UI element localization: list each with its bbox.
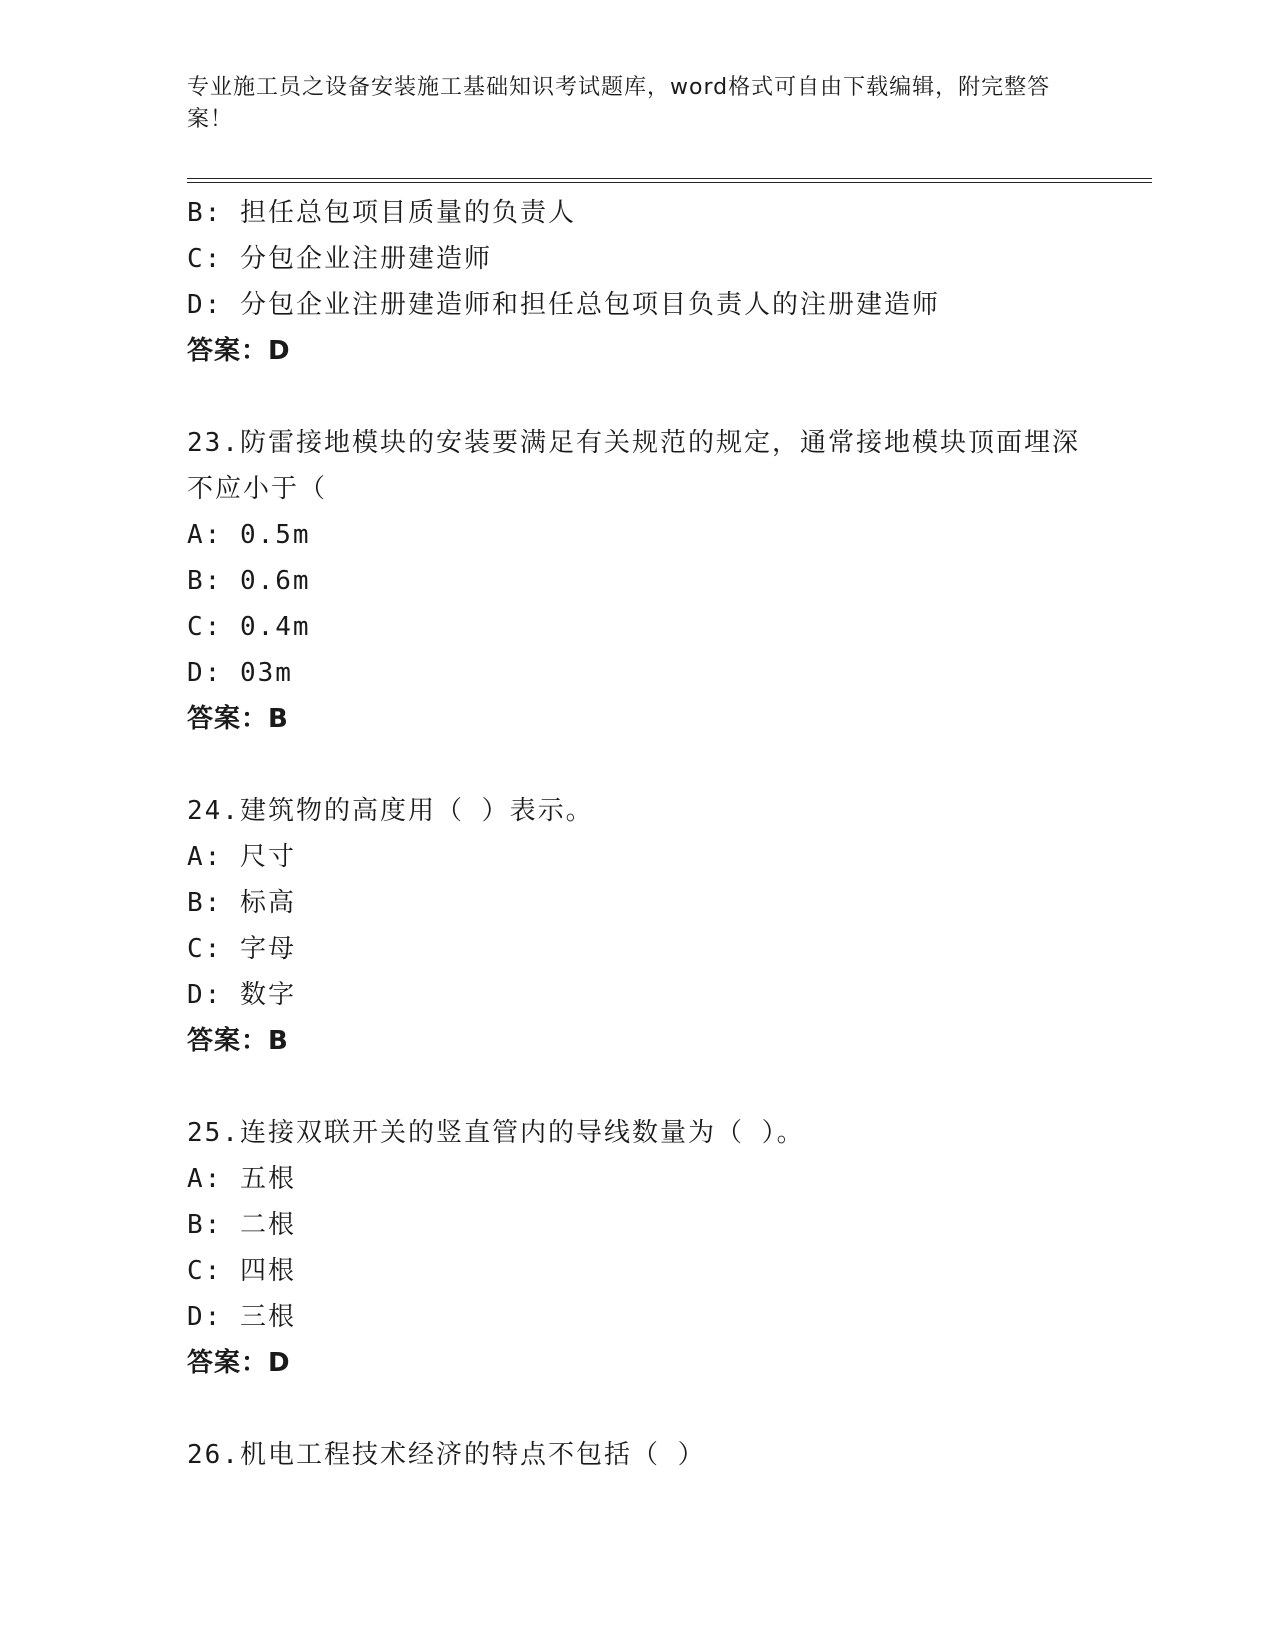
header-rule-bottom [187,182,1152,183]
question-24 [187,788,1147,1064]
answer-line: 答案：D [187,336,291,366]
option-d: D: 分包企业注册建造师和担任总包项目负责人的注册建造师 [187,290,940,320]
option-d: D: 数字 [187,980,296,1010]
question-23 [187,420,1147,742]
option-b: B: 0.6m [187,566,311,596]
question-stem: 26.机电工程技术经济的特点不包括（ ） [187,1440,706,1470]
option-a: A: 五根 [187,1164,296,1194]
option-c: C: 四根 [187,1256,296,1286]
option-c: C: 分包企业注册建造师 [187,244,492,274]
question-stem: 24.建筑物的高度用（ ）表示。 [187,796,594,826]
option-b: B: 担任总包项目质量的负责人 [187,198,576,228]
option-a: A: 尺寸 [187,842,296,872]
question-22-continued [187,190,1147,374]
question-stem: 23.防雷接地模块的安装要满足有关规范的规定，通常接地模块顶面埋深不应小于（ [187,428,1080,504]
document-header: 专业施工员之设备安装施工基础知识考试题库，word格式可自由下载编辑，附完整答案！ [187,75,1051,132]
question-25 [187,1110,1147,1386]
option-b: B: 二根 [187,1210,296,1240]
option-d: D: 三根 [187,1302,296,1332]
option-a: A: 0.5m [187,520,311,550]
answer-line: 答案：B [187,704,289,734]
option-c: C: 0.4m [187,612,311,642]
answer-line: 答案：B [187,1026,289,1056]
option-c: C: 字母 [187,934,296,964]
question-list [187,190,1147,1478]
answer-line: 答案：D [187,1348,291,1378]
question-26 [187,1432,1147,1478]
question-stem: 25.连接双联开关的竖直管内的导线数量为（ ）。 [187,1118,805,1148]
option-b: B: 标高 [187,888,296,918]
header-rule-top [187,178,1152,179]
option-d: D: 03m [187,658,293,688]
